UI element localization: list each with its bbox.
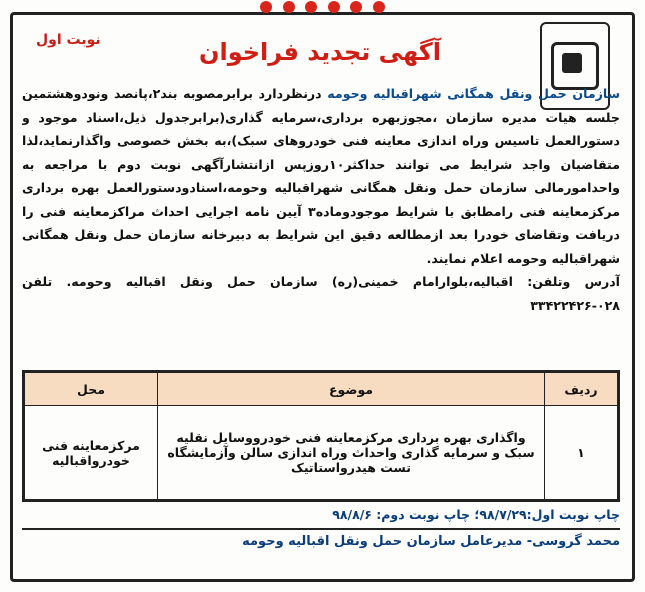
decoration-dot-icon bbox=[283, 1, 295, 13]
decoration-dot-icon bbox=[350, 1, 362, 13]
decoration-dot-icon bbox=[305, 1, 317, 13]
notice-title: آگهی تجدید فراخوان bbox=[199, 38, 441, 66]
divider bbox=[22, 528, 620, 530]
header-subject: موضوع bbox=[158, 373, 545, 406]
notice-body bbox=[22, 82, 620, 360]
print-dates: چاپ نوبت اول:۹۸/۷/۲۹؛ چاپ نوبت دوم: ۹۸/۸/۶ bbox=[332, 507, 620, 522]
notice-text: درنظردارد برابرمصوبه بند۲،پانصد ونودوهشتمین جلسه هیات مدیره سازمان ،مجوزبهره برداری،سرمایه گذاری(برابرجدول ذیل،اسناد موجود و دستورالعمل تاسیس وراه اندازی معاینه فنی خودروهای سبک)،به بخش خصوصی واگذارنماید،لذا متقاضیان واجد شرایط می توانند حداکثر۱۰روزپس ازانتشارآگهی نوبت دوم با مراجعه به واحدامورمالی سازمان حمل ونقل همگانی شهراقبالیه وحومه،اسنادودستورالعمل بهره برداری مرکزمعاینه فنی رامطابق با شرایط موجودوماده۳ آیین نامه اجرایی احداث مراکزمعاینه فنی را دریافت وتقاضای خودرا بعد ازمطالعه دقیق این شرایط به دبیرخانه سازمان حمل ونقل همگانی شهراقبالیه وحومه اعلام نمایند. bbox=[22, 86, 620, 266]
row-location: مرکزمعاینه فنی خودرواقبالیه bbox=[25, 406, 158, 500]
signature: محمد گروسی- مدیرعامل سازمان حمل ونقل اقبالیه وحومه bbox=[242, 534, 620, 549]
decoration-dot-icon bbox=[373, 1, 385, 13]
row-index: ۱ bbox=[545, 406, 618, 500]
decoration-dot-icon bbox=[328, 1, 340, 13]
round-label: نوبت اول bbox=[36, 32, 101, 48]
header-index: ردیف bbox=[545, 373, 618, 406]
table-header-row bbox=[25, 373, 618, 406]
address-phone: آدرس وتلفن: اقبالیه،بلواراما‌م خمینی(ره) سازمان حمل ونقل اقبالیه وحومه. تلفن ۰۲۸-۳۳۴۲۲۴۲۶ bbox=[22, 274, 620, 313]
frame-decoration bbox=[260, 0, 385, 14]
table-row bbox=[25, 406, 618, 500]
organization-name: سازمان حمل ونقل همگانی شهراقبالیه وحومه bbox=[327, 86, 620, 101]
row-subject: واگذاری بهره برداری مرکزمعاینه فنی خودرووسایل نقلیه سبک و سرمایه گذاری واحداث وراه اندازی سالن وآزمایشگاه تست هیدرواستاتیک bbox=[158, 406, 545, 500]
decoration-dot-icon bbox=[260, 1, 272, 13]
tender-table bbox=[22, 370, 620, 502]
header-location: محل bbox=[25, 373, 158, 406]
